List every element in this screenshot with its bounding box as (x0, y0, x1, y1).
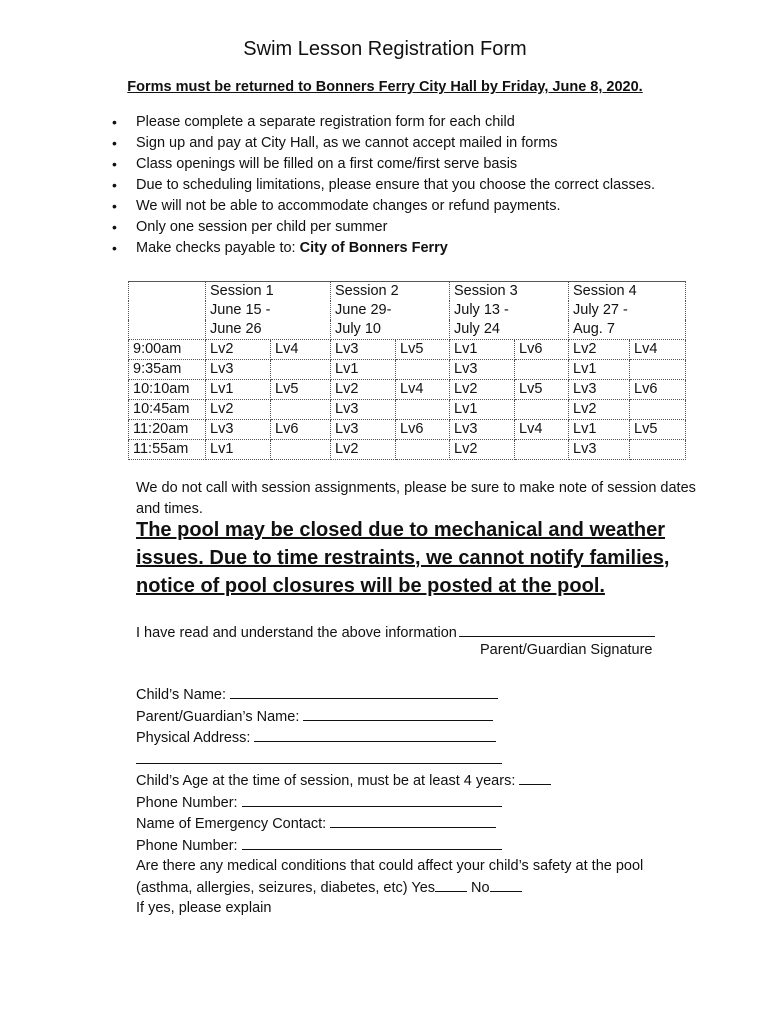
guardian-name-row (136, 706, 736, 728)
guardian-name-field[interactable] (303, 706, 493, 721)
signature-line[interactable] (459, 622, 655, 637)
child-name-label: Child’s Name: (136, 687, 226, 703)
phone-field[interactable] (242, 792, 502, 807)
child-name-field[interactable] (230, 684, 498, 699)
time-cell: 11:55am (129, 440, 206, 460)
table-row (129, 360, 686, 380)
session-1-header: Session 1 (206, 282, 331, 302)
level-cell: Lv2 (206, 400, 271, 420)
level-cell: Lv6 (630, 380, 686, 400)
level-cell: Lv3 (331, 420, 396, 440)
signature-label: Parent/Guardian Signature (480, 642, 653, 658)
level-cell: Lv3 (331, 340, 396, 360)
instruction-item: • Class openings will be filled on a first come/first serve basis (112, 154, 655, 175)
medical-label-2: (asthma, allergies, seizures, diabetes, etc) Yes (136, 879, 436, 896)
child-name-row (136, 684, 736, 706)
instruction-continuation (112, 196, 655, 217)
table-row (129, 440, 686, 460)
age-field[interactable] (519, 770, 551, 785)
emergency-label: Name of Emergency Contact: (136, 816, 327, 832)
level-cell: Lv3 (569, 440, 630, 460)
level-cell: Lv5 (396, 340, 450, 360)
level-cell: Lv5 (271, 380, 331, 400)
level-cell: Lv1 (450, 400, 515, 420)
medical-row-2 (136, 877, 736, 899)
blank-corner (129, 320, 206, 340)
address-row-2 (136, 749, 736, 771)
session-3-header: Session 3 (450, 282, 569, 302)
phone2-field[interactable] (242, 835, 502, 850)
guardian-name-label: Parent/Guardian’s Name: (136, 708, 300, 725)
session-2-end: July 10 (331, 320, 450, 340)
level-cell: Lv1 (206, 380, 271, 400)
session-3-start: July 13 - (450, 301, 569, 320)
level-cell: Lv3 (206, 360, 271, 380)
level-cell: Lv1 (331, 360, 396, 380)
level-cell: Lv1 (450, 340, 515, 360)
medical-row (136, 856, 736, 877)
time-cell: 9:00am (129, 340, 206, 360)
session-2-header: Session 2 (331, 282, 450, 302)
time-cell: 11:20am (129, 420, 206, 440)
checks-label: Make checks payable to: (136, 240, 300, 256)
acknowledgement-row (136, 622, 655, 641)
level-cell: Lv2 (331, 380, 396, 400)
level-cell: Lv2 (206, 340, 271, 360)
level-cell: Lv4 (630, 340, 686, 360)
time-cell: 9:35am (129, 360, 206, 380)
explain-row (136, 898, 736, 919)
instruction-item: • Only one session per child per summer (112, 217, 655, 238)
table-row (129, 420, 686, 440)
session-1-end: June 26 (206, 320, 331, 340)
session-4-start: July 27 - (569, 301, 686, 320)
phone-label: Phone Number: (136, 794, 238, 811)
pool-closure-warning: The pool may be closed due to mechanical and weather issues. Due to time restraints, we cannot notify families, notice of pool closures will be posted at the pool. (136, 519, 670, 597)
instruction-item: • Please complete a separate registration form for each child (112, 112, 655, 133)
session-4-header: Session 4 (569, 282, 686, 302)
instruction-item (112, 238, 655, 259)
instruction-continuation-text: We will not be able to accommodate changes or refund payments. (136, 198, 561, 214)
phone2-row (136, 835, 736, 857)
address-field[interactable] (254, 727, 496, 742)
table-row (129, 340, 686, 360)
level-cell: Lv2 (450, 380, 515, 400)
blank-corner (129, 301, 206, 320)
level-cell (515, 360, 569, 380)
session-2-start: June 29- (331, 301, 450, 320)
level-cell: Lv5 (515, 380, 569, 400)
medical-yes-field[interactable] (435, 877, 467, 892)
phone-row (136, 792, 736, 814)
session-schedule-table (128, 281, 686, 460)
level-cell: Lv3 (569, 380, 630, 400)
registration-fields (136, 684, 736, 919)
session-note: We do not call with session assignments, please be sure to make note of session dates and times. (136, 480, 696, 517)
blank-corner (129, 282, 206, 302)
level-cell: Lv4 (271, 340, 331, 360)
level-cell (630, 400, 686, 420)
address-label: Physical Address: (136, 730, 251, 746)
level-cell (396, 400, 450, 420)
address-row (136, 727, 736, 749)
session-3-end: July 24 (450, 320, 569, 340)
level-cell (271, 400, 331, 420)
level-cell: Lv3 (331, 400, 396, 420)
level-cell: Lv2 (569, 400, 630, 420)
acknowledgement-text: I have read and understand the above information (136, 625, 457, 641)
level-cell: Lv6 (396, 420, 450, 440)
explain-label: If yes, please explain (136, 900, 272, 916)
level-cell: Lv5 (630, 420, 686, 440)
level-cell: Lv2 (450, 440, 515, 460)
level-cell (515, 400, 569, 420)
level-cell (630, 440, 686, 460)
level-cell (396, 360, 450, 380)
time-cell: 10:10am (129, 380, 206, 400)
level-cell: Lv1 (569, 420, 630, 440)
session-1-start: June 15 - (206, 301, 331, 320)
medical-no-field[interactable] (490, 877, 522, 892)
level-cell (271, 360, 331, 380)
medical-no-label: No (471, 879, 490, 896)
level-cell: Lv6 (271, 420, 331, 440)
level-cell: Lv4 (515, 420, 569, 440)
emergency-row (136, 813, 736, 835)
instruction-item: • Due to scheduling limitations, please ensure that you choose the correct classes. (112, 175, 655, 196)
form-title: Swim Lesson Registration Form (243, 38, 527, 60)
level-cell (630, 360, 686, 380)
table-row (129, 380, 686, 400)
address-field-2[interactable] (136, 749, 502, 764)
level-cell: Lv4 (396, 380, 450, 400)
checks-payee: City of Bonners Ferry (299, 240, 448, 256)
level-cell (271, 440, 331, 460)
level-cell: Lv3 (450, 360, 515, 380)
level-cell (515, 440, 569, 460)
level-cell: Lv1 (206, 440, 271, 460)
emergency-field[interactable] (330, 813, 496, 828)
phone2-label: Phone Number: (136, 837, 238, 854)
level-cell: Lv2 (569, 340, 630, 360)
level-cell: Lv3 (450, 420, 515, 440)
deadline-notice: Forms must be returned to Bonners Ferry City Hall by Friday, June 8, 2020. (127, 79, 643, 95)
level-cell: Lv3 (206, 420, 271, 440)
medical-label: Are there any medical conditions that could affect your child’s safety at the pool (136, 858, 644, 874)
level-cell: Lv1 (569, 360, 630, 380)
instructions-list (112, 112, 655, 259)
level-cell (396, 440, 450, 460)
level-cell: Lv6 (515, 340, 569, 360)
table-row (129, 400, 686, 420)
instruction-item: • Sign up and pay at City Hall, as we cannot accept mailed in forms (112, 133, 655, 154)
session-4-end: Aug. 7 (569, 320, 686, 340)
age-label: Child’s Age at the time of session, must be at least 4 years: (136, 773, 516, 789)
age-row (136, 770, 736, 792)
time-cell: 10:45am (129, 400, 206, 420)
level-cell: Lv2 (331, 440, 396, 460)
